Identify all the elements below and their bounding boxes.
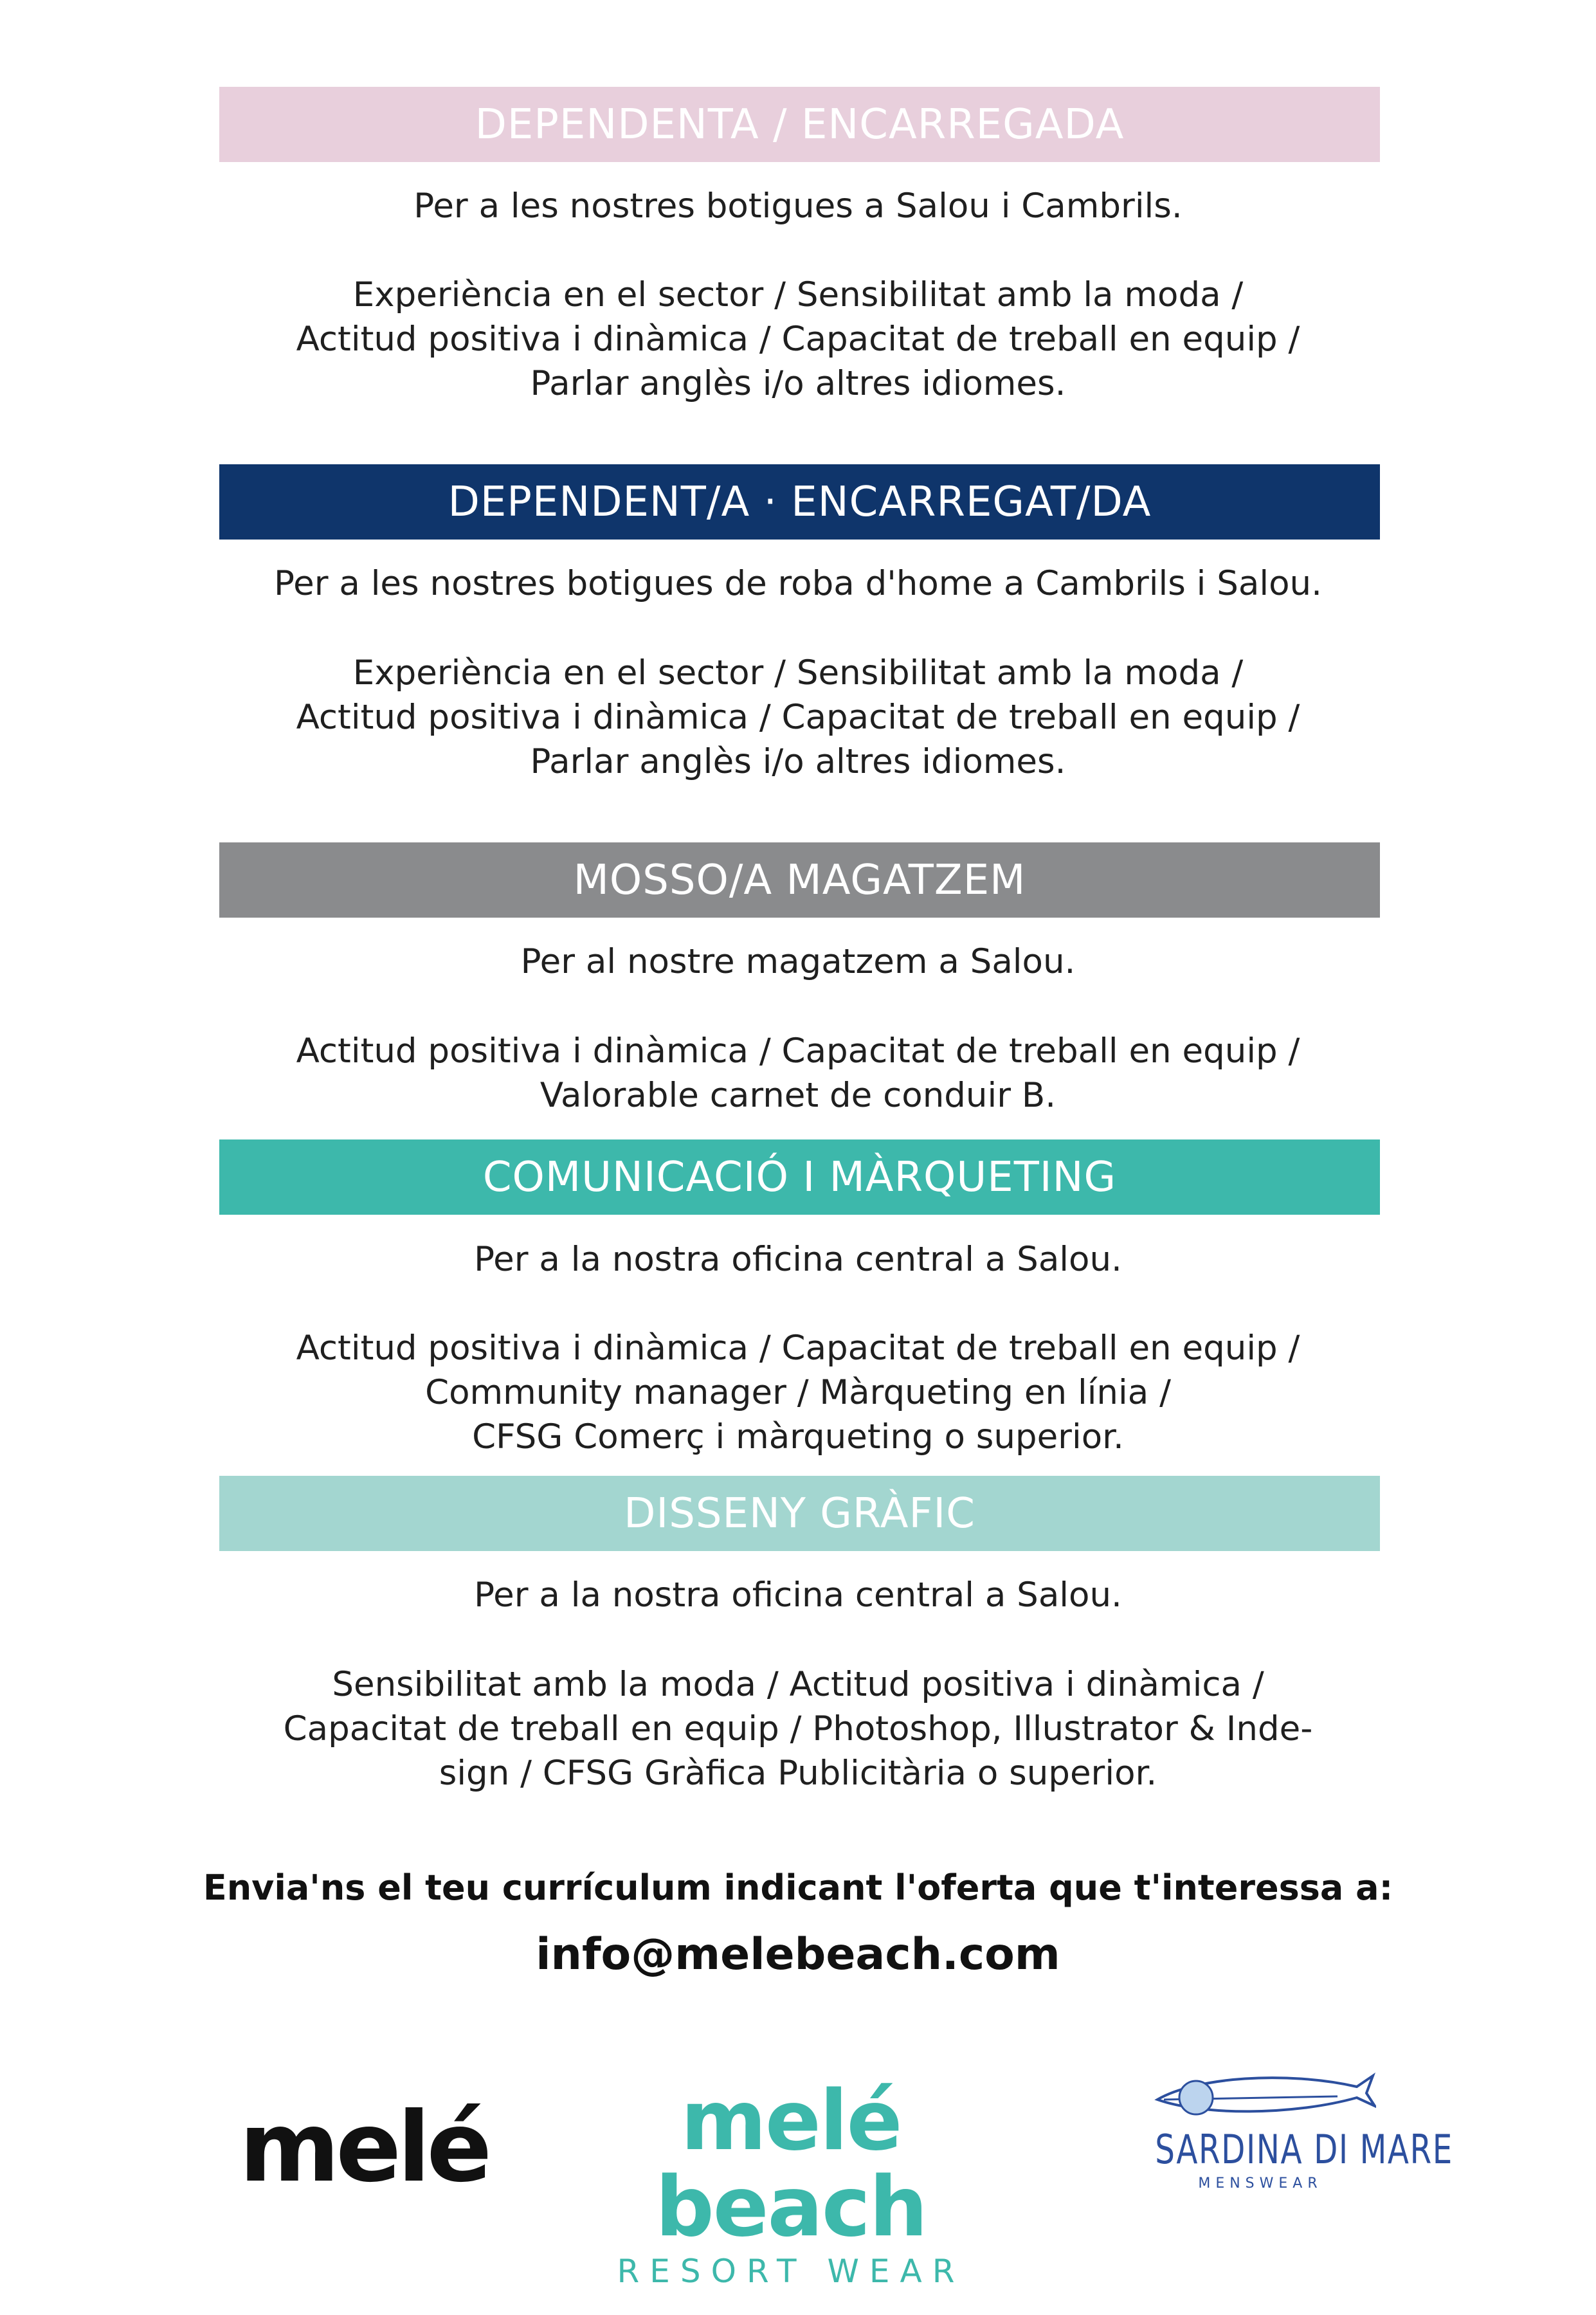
offer-title-dependenta: DEPENDENTA / ENCARREGADA — [219, 87, 1380, 162]
offer-line: Parlar anglès i/o altres idiomes. — [530, 364, 1066, 403]
offer-line: Capacitat de treball en equip / Photoshop, Illustrator & Inde- — [283, 1709, 1313, 1748]
offer-title-disseny: DISSENY GRÀFIC — [219, 1476, 1380, 1551]
offer-line: Parlar anglès i/o altres idiomes. — [530, 742, 1066, 781]
offer-line: CFSG Comerç i màrqueting o superior. — [472, 1417, 1124, 1457]
email-link[interactable]: info@melebeach.com — [536, 1929, 1060, 1980]
mele-beach-tagline: RESORT WEAR — [617, 2252, 965, 2290]
offer-line: Sensibilitat amb la moda / Actitud positiva i dinàmica / — [332, 1665, 1264, 1704]
mele-beach-logo — [572, 2073, 1010, 2290]
offer-line: Actitud positiva i dinàmica / Capacitat de treball en equip / — [296, 320, 1300, 359]
offer-title-comunicacio: COMUNICACIÓ I MÀRQUETING — [219, 1139, 1380, 1215]
offer-line: Experiència en el sector / Sensibilitat amb la moda / — [352, 275, 1244, 314]
offer-line: Experiència en el sector / Sensibilitat amb la moda / — [352, 653, 1244, 693]
offer-intro: Per a la nostra oficina central a Salou. — [474, 1575, 1122, 1615]
offer-line: Community manager / Màrqueting en línia / — [425, 1373, 1171, 1412]
sardina-tagline: MENSWEAR — [1198, 2175, 1323, 2192]
offer-line: Valorable carnet de conduir B. — [540, 1076, 1056, 1115]
offer-line: Actitud positiva i dinàmica / Capacitat de treball en equip / — [296, 1031, 1300, 1071]
mele-logo: melé — [239, 2092, 489, 2204]
offer-title-mosso: MOSSO/A MAGATZEM — [219, 842, 1380, 918]
sardina-wordmark: SARDINA DI MARE — [1155, 2126, 1453, 2173]
fish-icon — [1145, 2071, 1376, 2122]
offer-intro: Per al nostre magatzem a Salou. — [520, 942, 1076, 981]
offer-intro: Per a les nostres botigues a Salou i Cambrils. — [413, 186, 1183, 226]
offer-intro: Per a les nostres botigues de roba d'home a Cambrils i Salou. — [274, 564, 1322, 603]
sardina-di-mare-logo — [1125, 2071, 1453, 2192]
mele-beach-wordmark: melé beach — [655, 2073, 927, 2256]
offer-line: Actitud positiva i dinàmica / Capacitat de treball en equip / — [296, 1329, 1300, 1368]
offer-intro: Per a la nostra oficina central a Salou. — [474, 1240, 1122, 1279]
cta-text: Envia'ns el teu currículum indicant l'oferta que t'interessa a: — [203, 1867, 1393, 1908]
offer-line: sign / CFSG Gràfica Publicitària o superior. — [439, 1754, 1157, 1793]
offer-line: Actitud positiva i dinàmica / Capacitat de treball en equip / — [296, 698, 1300, 737]
offer-title-dependent: DEPENDENT/A · ENCARREGAT/DA — [219, 464, 1380, 540]
